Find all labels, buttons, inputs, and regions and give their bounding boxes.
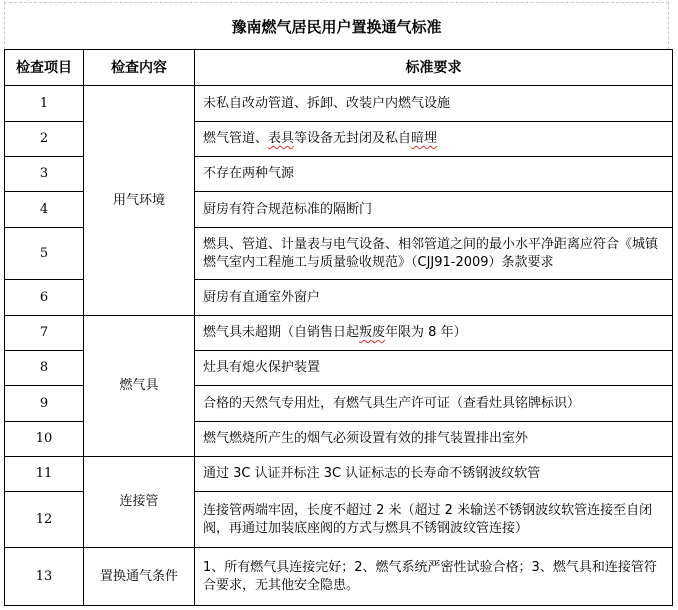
document-title: 豫南燃气居民用户置换通气标准 xyxy=(231,17,442,36)
spellcheck-flagged-text: 表具 xyxy=(268,131,295,146)
table-row xyxy=(5,86,673,122)
item-number: 1 xyxy=(5,86,84,122)
category-label: 用气环境 xyxy=(112,192,165,208)
item-number: 10 xyxy=(5,422,84,457)
requirement-cell xyxy=(195,122,673,157)
requirement-cell: 燃具、管道、计量表与电气设备、相邻管道之间的最小水平净距离应符合《城镇燃气室内工程施工与质量验收规范》（CJJ91-2009）条款要求 xyxy=(195,228,673,280)
header-content: 检查内容 xyxy=(84,50,195,86)
item-number: 2 xyxy=(5,122,84,157)
header-row xyxy=(5,50,673,86)
category-label: 连接管 xyxy=(119,494,159,509)
category-label: 置换通气条件 xyxy=(99,568,178,584)
item-number: 11 xyxy=(5,457,84,492)
standards-table xyxy=(4,49,673,606)
item-number: 5 xyxy=(5,228,84,280)
category-cell xyxy=(84,316,195,457)
requirement-cell: 未私自改动管道、拆卸、改装户内燃气设施 xyxy=(195,86,673,122)
requirement-text: 年限为 8 年） xyxy=(385,325,467,340)
item-number: 9 xyxy=(5,386,84,422)
requirement-cell: 不存在两种气源 xyxy=(195,157,673,192)
spellcheck-flagged-text: 叛废 xyxy=(359,325,386,340)
item-number: 6 xyxy=(5,280,84,316)
requirement-cell xyxy=(195,316,673,351)
item-number: 4 xyxy=(5,192,84,228)
requirement-cell: 合格的天然气专用灶，有燃气具生产许可证（查看灶具铭牌标识） xyxy=(195,386,673,422)
table-row xyxy=(5,316,673,351)
requirement-cell: 厨房有符合规范标准的隔断门 xyxy=(195,192,673,228)
header-item: 检查项目 xyxy=(5,50,84,86)
category-cell xyxy=(84,457,195,548)
category-cell xyxy=(84,548,195,606)
item-number: 3 xyxy=(5,157,84,192)
requirement-cell: 通过 3C 认证并标注 3C 认证标志的长寿命不锈钢波纹软管 xyxy=(195,457,673,492)
item-number: 13 xyxy=(5,548,84,606)
category-label: 燃气具 xyxy=(119,378,159,393)
table-row xyxy=(5,457,673,492)
requirement-cell: 灶具有熄火保护装置 xyxy=(195,351,673,386)
item-number: 12 xyxy=(5,492,84,548)
table-row xyxy=(5,548,673,606)
requirement-text: 等设备无封闭及私自 xyxy=(294,131,412,146)
header-requirement: 标准要求 xyxy=(195,50,673,86)
title-box xyxy=(4,2,669,49)
item-number: 7 xyxy=(5,316,84,351)
requirement-cell: 厨房有直通室外窗户 xyxy=(195,280,673,316)
requirement-cell: 燃气燃烧所产生的烟气必须设置有效的排气装置排出室外 xyxy=(195,422,673,457)
spellcheck-flagged-text: 暗埋 xyxy=(411,131,438,146)
category-cell xyxy=(84,86,195,316)
requirement-cell: 1、所有燃气具连接完好；2、燃气系统严密性试验合格；3、燃气具和连接管符合要求，无其他安全隐患。 xyxy=(195,548,673,606)
requirement-text: 燃气具未超期（自销售日起 xyxy=(203,325,360,340)
item-number: 8 xyxy=(5,351,84,386)
requirement-text: 燃气管道、 xyxy=(203,131,269,146)
requirement-cell: 连接管两端牢固，长度不超过 2 米（超过 2 米输送不锈钢波纹软管连接至自闭阀，再通过加装底座阀的方式与燃具不锈钢波纹管连接） xyxy=(195,492,673,548)
